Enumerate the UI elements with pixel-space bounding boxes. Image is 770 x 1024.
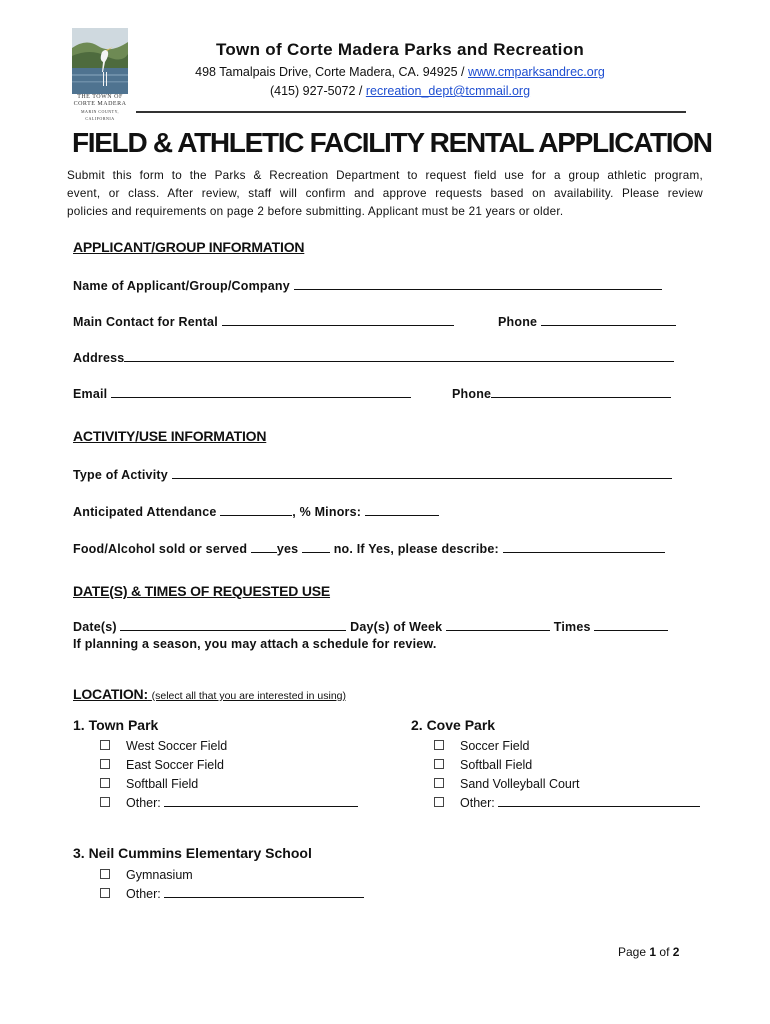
- applicant-name-field[interactable]: [294, 278, 662, 290]
- attendance-field[interactable]: [220, 504, 292, 516]
- no-label: no. If Yes, please describe:: [333, 542, 499, 556]
- logo-text: THE TOWN OF CORTE MADERA MARIN COUNTY, CALIFORNIA: [73, 94, 127, 121]
- option-neil-other[interactable]: Other:: [100, 885, 364, 904]
- dates-section-title: DATE(S) & TIMES OF REQUESTED USE: [73, 583, 331, 599]
- times-label: Times: [553, 620, 591, 634]
- email-label: Email: [73, 387, 108, 401]
- checkbox[interactable]: [100, 869, 110, 879]
- applicant-section-title: APPLICANT/GROUP INFORMATION: [73, 239, 305, 255]
- intro-line-3: policies and requirements on page 2 before submitting. Applicant must be 21 years or older.: [67, 205, 564, 218]
- option-neil-gymnasium[interactable]: Gymnasium: [100, 866, 364, 885]
- option-cove-softball[interactable]: Softball Field: [434, 756, 700, 775]
- attendance-row: [73, 504, 439, 519]
- activity-type-field[interactable]: [172, 467, 672, 479]
- contact-row: [73, 314, 454, 329]
- location-label: LOCATION:: [73, 686, 148, 702]
- applicant-name-row: [73, 278, 662, 293]
- dates-field[interactable]: [120, 619, 346, 631]
- neil-other-field[interactable]: [164, 886, 364, 898]
- intro-line-2: event, or class. After review, staff will confirm and approve requests based on availability. Please review: [67, 187, 703, 200]
- option-cove-other[interactable]: Other:: [434, 794, 700, 813]
- phone2-label: Phone: [452, 387, 492, 401]
- town-park-title: 1. Town Park: [73, 717, 159, 733]
- checkbox[interactable]: [434, 759, 444, 769]
- neil-cummins-options: [100, 866, 364, 904]
- checkbox[interactable]: [100, 759, 110, 769]
- contact-phone-label: Phone: [498, 315, 538, 329]
- minors-label: , % Minors:: [292, 505, 362, 519]
- email-field[interactable]: [111, 386, 411, 398]
- activity-type-label: Type of Activity: [73, 468, 168, 482]
- phone2-field[interactable]: [491, 386, 671, 398]
- email-link[interactable]: recreation_dept@tcmmail.org: [365, 84, 531, 98]
- checkbox[interactable]: [100, 778, 110, 788]
- season-note: If planning a season, you may attach a schedule for review.: [73, 637, 437, 651]
- applicant-name-label: Name of Applicant/Group/Company: [73, 279, 290, 293]
- dates-row: [73, 619, 668, 634]
- option-cove-soccer[interactable]: Soccer Field: [434, 737, 700, 756]
- activity-section-title: ACTIVITY/USE INFORMATION: [73, 428, 267, 444]
- address-field[interactable]: [124, 350, 674, 362]
- address-label: Address: [73, 351, 125, 365]
- dates-label: Date(s): [73, 620, 117, 634]
- website-link[interactable]: www.cmparksandrec.org: [467, 65, 605, 79]
- food-label: Food/Alcohol sold or served: [73, 542, 248, 556]
- town-park-options: [100, 737, 358, 813]
- intro-paragraph: [67, 167, 703, 221]
- option-cove-volleyball[interactable]: Sand Volleyball Court: [434, 775, 700, 794]
- address-text: 498 Tamalpais Drive, Corte Madera, CA. 94925 /: [195, 65, 468, 79]
- minors-field[interactable]: [365, 504, 439, 516]
- contact-phone-row: [498, 314, 676, 329]
- attendance-label: Anticipated Attendance: [73, 505, 217, 519]
- contact-phone-field[interactable]: [541, 314, 676, 326]
- address-row: [73, 350, 674, 365]
- town-other-field[interactable]: [164, 795, 358, 807]
- no-field[interactable]: [302, 541, 330, 553]
- option-town-west-soccer[interactable]: West Soccer Field: [100, 737, 358, 756]
- location-section-title: [73, 686, 346, 702]
- activity-type-row: [73, 467, 672, 482]
- days-label: Day(s) of Week: [350, 620, 443, 634]
- contact-label: Main Contact for Rental: [73, 315, 218, 329]
- intro-line-1: Submit this form to the Parks & Recreation Department to request field use for a group athletic program,: [67, 169, 703, 182]
- contact-line: [140, 84, 660, 98]
- header-divider: [136, 111, 686, 113]
- cove-park-options: [434, 737, 700, 813]
- checkbox[interactable]: [434, 740, 444, 750]
- days-field[interactable]: [446, 619, 550, 631]
- contact-field[interactable]: [222, 314, 454, 326]
- yes-field[interactable]: [251, 541, 277, 553]
- checkbox[interactable]: [100, 797, 110, 807]
- yes-label: yes: [276, 542, 299, 556]
- cove-other-field[interactable]: [498, 795, 700, 807]
- email-row: [73, 386, 411, 401]
- location-subtitle: (select all that you are interested in using): [151, 690, 346, 702]
- describe-field[interactable]: [503, 541, 665, 553]
- option-town-other[interactable]: Other:: [100, 794, 358, 813]
- page-number: Page 1 of 2: [618, 945, 680, 959]
- checkbox[interactable]: [100, 740, 110, 750]
- phone-text: (415) 927-5072 /: [269, 84, 366, 98]
- address-line: [140, 65, 660, 79]
- phone2-row: [452, 386, 671, 401]
- times-field[interactable]: [594, 619, 668, 631]
- checkbox[interactable]: [434, 778, 444, 788]
- cove-park-title: 2. Cove Park: [411, 717, 496, 733]
- food-row: [73, 541, 665, 556]
- neil-cummins-title: 3. Neil Cummins Elementary School: [73, 845, 312, 861]
- checkbox[interactable]: [434, 797, 444, 807]
- organization-name: Town of Corte Madera Parks and Recreation: [215, 40, 585, 59]
- option-town-softball[interactable]: Softball Field: [100, 775, 358, 794]
- checkbox[interactable]: [100, 888, 110, 898]
- option-town-east-soccer[interactable]: East Soccer Field: [100, 756, 358, 775]
- document-title: FIELD & ATHLETIC FACILITY RENTAL APPLICATION: [72, 127, 712, 158]
